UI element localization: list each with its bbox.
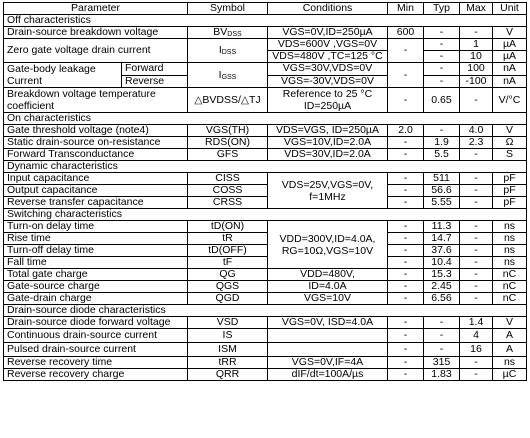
symbol-cell: ISM <box>188 343 268 357</box>
conditions-cell <box>268 343 388 357</box>
max-cell: - <box>460 293 493 305</box>
param-cell: Zero gate voltage drain current <box>4 39 188 63</box>
table-row <box>4 269 527 281</box>
symbol-cell: tF <box>188 257 268 269</box>
max-cell: 10 <box>460 51 493 63</box>
symbol-cell: RDS(ON) <box>188 137 268 149</box>
section-row <box>4 305 527 317</box>
table-row <box>4 149 527 161</box>
typ-cell: 11.3 <box>424 221 460 233</box>
typ-cell: - <box>424 125 460 137</box>
param-cell: Pulsed drain-source current <box>4 343 188 357</box>
conditions-cell: VDD=300V,ID=4.0A, RG=10Ω,VGS=10V <box>268 221 388 269</box>
param-cell: Breakdown voltage temperature coefficient <box>4 88 188 113</box>
max-cell: - <box>460 269 493 281</box>
typ-cell: 5.55 <box>424 197 460 209</box>
conditions-cell: VGS=0V, ISD=4.0A <box>268 317 388 329</box>
table-row <box>4 317 527 329</box>
typ-cell: - <box>424 343 460 357</box>
electrical-characteristics-table <box>3 2 527 381</box>
unit-cell: nC <box>493 281 527 293</box>
conditions-cell: VDS=600V ,VGS=0V <box>268 39 388 51</box>
subparam-cell: Forward <box>122 63 188 76</box>
table-row <box>4 221 527 233</box>
symbol-cell: QG <box>188 269 268 281</box>
max-cell: - <box>460 281 493 293</box>
typ-cell: 1.83 <box>424 369 460 381</box>
max-cell: - <box>460 149 493 161</box>
table-row <box>4 357 527 369</box>
header-parameter: Parameter <box>4 3 188 15</box>
header-typ: Typ <box>424 3 460 15</box>
section-row <box>4 15 527 27</box>
unit-cell: Ω <box>493 137 527 149</box>
param-cell: Gate-drain charge <box>4 293 188 305</box>
max-cell: - <box>460 173 493 185</box>
param-cell: Input capacitance <box>4 173 188 185</box>
unit-cell: µC <box>493 369 527 381</box>
param-cell: Gate threshold voltage (note4) <box>4 125 188 137</box>
typ-cell: - <box>424 27 460 39</box>
table-row <box>4 125 527 137</box>
conditions-cell: VGS=10V <box>268 293 388 305</box>
conditions-cell: Reference to 25 °C ID=250µA <box>268 88 388 113</box>
table-row <box>4 245 527 257</box>
min-cell: - <box>388 39 424 63</box>
typ-cell: 5.5 <box>424 149 460 161</box>
symbol-cell: CISS <box>188 173 268 185</box>
unit-cell: nC <box>493 269 527 281</box>
header-unit: Unit <box>493 3 527 15</box>
symbol-cell: QGS <box>188 281 268 293</box>
max-cell: - <box>460 185 493 197</box>
param-cell: Reverse transfer capacitance <box>4 197 188 209</box>
min-cell: - <box>388 369 424 381</box>
max-cell: 2.3 <box>460 137 493 149</box>
unit-cell: A <box>493 343 527 357</box>
min-cell: - <box>388 257 424 269</box>
max-cell: 4.0 <box>460 125 493 137</box>
param-cell: Forward Transconductance <box>4 149 188 161</box>
min-cell: - <box>388 269 424 281</box>
table-row <box>4 185 527 197</box>
symbol-cell: VGS(TH) <box>188 125 268 137</box>
min-cell: - <box>388 343 424 357</box>
typ-cell: 6.56 <box>424 293 460 305</box>
conditions-cell: VDS=25V,VGS=0V, f=1MHz <box>268 173 388 209</box>
min-cell: - <box>388 329 424 343</box>
typ-cell: - <box>424 63 460 76</box>
min-cell: - <box>388 63 424 88</box>
unit-cell: V/°C <box>493 88 527 113</box>
table-row <box>4 88 527 113</box>
header-row <box>4 3 527 15</box>
max-cell: 1 <box>460 39 493 51</box>
min-cell: - <box>388 281 424 293</box>
conditions-cell: VGS=10V,ID=2.0A <box>268 137 388 149</box>
conditions-cell: VDS=VGS, ID=250µA <box>268 125 388 137</box>
typ-cell: 2.45 <box>424 281 460 293</box>
conditions-cell: dIF/dt=100A/µs <box>268 369 388 381</box>
param-cell: Reverse recovery time <box>4 357 188 369</box>
max-cell: 100 <box>460 63 493 76</box>
unit-cell: pF <box>493 173 527 185</box>
section-title: Switching characteristics <box>4 209 527 221</box>
typ-cell: - <box>424 51 460 63</box>
max-cell: 4 <box>460 329 493 343</box>
table-row <box>4 39 527 51</box>
min-cell: - <box>388 137 424 149</box>
param-cell: Rise time <box>4 233 188 245</box>
param-cell: Turn-off delay time <box>4 245 188 257</box>
table-row <box>4 197 527 209</box>
unit-cell: pF <box>493 185 527 197</box>
unit-cell: ns <box>493 245 527 257</box>
table-row <box>4 27 527 39</box>
symbol-cell: △BVDSS/△TJ <box>188 88 268 113</box>
table-row <box>4 293 527 305</box>
conditions-cell: VGS=0V,IF=4A <box>268 357 388 369</box>
conditions-cell: VDS=30V,ID=2.0A <box>268 149 388 161</box>
table-row <box>4 173 527 185</box>
typ-cell: 511 <box>424 173 460 185</box>
max-cell: - <box>460 88 493 113</box>
min-cell: - <box>388 185 424 197</box>
max-cell: - <box>460 27 493 39</box>
conditions-cell: VDD=480V, <box>268 269 388 281</box>
min-cell: - <box>388 293 424 305</box>
header-max: Max <box>460 3 493 15</box>
symbol-cell: $I_{GSS}$ <box>188 63 268 88</box>
max-cell: - <box>460 197 493 209</box>
unit-cell: V <box>493 317 527 329</box>
symbol-cell: IS <box>188 329 268 343</box>
typ-cell: - <box>424 75 460 88</box>
unit-cell: S <box>493 149 527 161</box>
conditions-cell: VGS=30V,VDS=0V <box>268 63 388 76</box>
section-row <box>4 161 527 173</box>
section-row <box>4 113 527 125</box>
symbol-cell: tD(ON) <box>188 221 268 233</box>
subparam-cell: Reverse <box>122 75 188 88</box>
table-row <box>4 63 527 76</box>
unit-cell: nA <box>493 63 527 76</box>
conditions-cell: VDS=480V ,TC=125 °C <box>268 51 388 63</box>
param-cell: Gate-body leakage Current <box>4 63 122 88</box>
param-cell: Output capacitance <box>4 185 188 197</box>
unit-cell: A <box>493 329 527 343</box>
typ-cell: - <box>424 317 460 329</box>
min-cell: - <box>388 221 424 233</box>
typ-cell: 315 <box>424 357 460 369</box>
min-cell: - <box>388 88 424 113</box>
table-row <box>4 257 527 269</box>
unit-cell: ns <box>493 357 527 369</box>
param-cell: Fall time <box>4 257 188 269</box>
unit-cell: ns <box>493 221 527 233</box>
symbol-cell: GFS <box>188 149 268 161</box>
symbol-cell: tR <box>188 233 268 245</box>
typ-cell: 10.4 <box>424 257 460 269</box>
max-cell: - <box>460 233 493 245</box>
table-row <box>4 329 527 343</box>
section-title: Dynamic characteristics <box>4 161 527 173</box>
section-row <box>4 209 527 221</box>
header-conditions: Conditions <box>268 3 388 15</box>
min-cell: - <box>388 357 424 369</box>
typ-cell: 0.65 <box>424 88 460 113</box>
min-cell: 2.0 <box>388 125 424 137</box>
unit-cell: ns <box>493 257 527 269</box>
table-row <box>4 281 527 293</box>
symbol-cell: COSS <box>188 185 268 197</box>
param-cell: Drain-source diode forward voltage <box>4 317 188 329</box>
table-row <box>4 233 527 245</box>
typ-cell: - <box>424 39 460 51</box>
symbol-cell: $I_{DSS}$ <box>188 39 268 63</box>
header-symbol: Symbol <box>188 3 268 15</box>
param-cell: Reverse recovery charge <box>4 369 188 381</box>
typ-cell: 15.3 <box>424 269 460 281</box>
min-cell: - <box>388 149 424 161</box>
conditions-cell: VGS=0V,ID=250µA <box>268 27 388 39</box>
header-min: Min <box>388 3 424 15</box>
max-cell: - <box>460 245 493 257</box>
symbol-cell: VSD <box>188 317 268 329</box>
unit-cell: nA <box>493 75 527 88</box>
unit-cell: ns <box>493 233 527 245</box>
typ-cell: 56.6 <box>424 185 460 197</box>
symbol-cell: $BV_{DSS}$ <box>188 27 268 39</box>
symbol-cell: QGD <box>188 293 268 305</box>
conditions-cell <box>268 329 388 343</box>
param-cell: Turn-on delay time <box>4 221 188 233</box>
table-row <box>4 369 527 381</box>
param-cell: Drain-source breakdown voltage <box>4 27 188 39</box>
typ-cell: 14.7 <box>424 233 460 245</box>
max-cell: - <box>460 221 493 233</box>
section-title: On characteristics <box>4 113 527 125</box>
typ-cell: 37.6 <box>424 245 460 257</box>
unit-cell: nC <box>493 293 527 305</box>
section-title: Drain-source diode characteristics <box>4 305 527 317</box>
min-cell: 600 <box>388 27 424 39</box>
table-row <box>4 343 527 357</box>
max-cell: - <box>460 357 493 369</box>
min-cell: - <box>388 197 424 209</box>
unit-cell: V <box>493 125 527 137</box>
symbol-cell: CRSS <box>188 197 268 209</box>
max-cell: -100 <box>460 75 493 88</box>
max-cell: - <box>460 257 493 269</box>
param-cell: Total gate charge <box>4 269 188 281</box>
symbol-cell: tD(OFF) <box>188 245 268 257</box>
max-cell: 1.4 <box>460 317 493 329</box>
param-cell: Continuous drain-source current <box>4 329 188 343</box>
min-cell: - <box>388 173 424 185</box>
param-cell: Static drain-source on-resistance <box>4 137 188 149</box>
typ-cell: 1.9 <box>424 137 460 149</box>
min-cell: - <box>388 317 424 329</box>
conditions-cell: ID=4.0A <box>268 281 388 293</box>
param-cell: Gate-source charge <box>4 281 188 293</box>
max-cell: - <box>460 369 493 381</box>
min-cell: - <box>388 233 424 245</box>
max-cell: 16 <box>460 343 493 357</box>
symbol-cell: tRR <box>188 357 268 369</box>
symbol-cell: QRR <box>188 369 268 381</box>
unit-cell: pF <box>493 197 527 209</box>
unit-cell: µA <box>493 51 527 63</box>
conditions-cell: VGS=-30V,VDS=0V <box>268 75 388 88</box>
table-row <box>4 137 527 149</box>
unit-cell: µA <box>493 39 527 51</box>
typ-cell: - <box>424 329 460 343</box>
min-cell: - <box>388 245 424 257</box>
section-title: Off characteristics <box>4 15 527 27</box>
unit-cell: V <box>493 27 527 39</box>
